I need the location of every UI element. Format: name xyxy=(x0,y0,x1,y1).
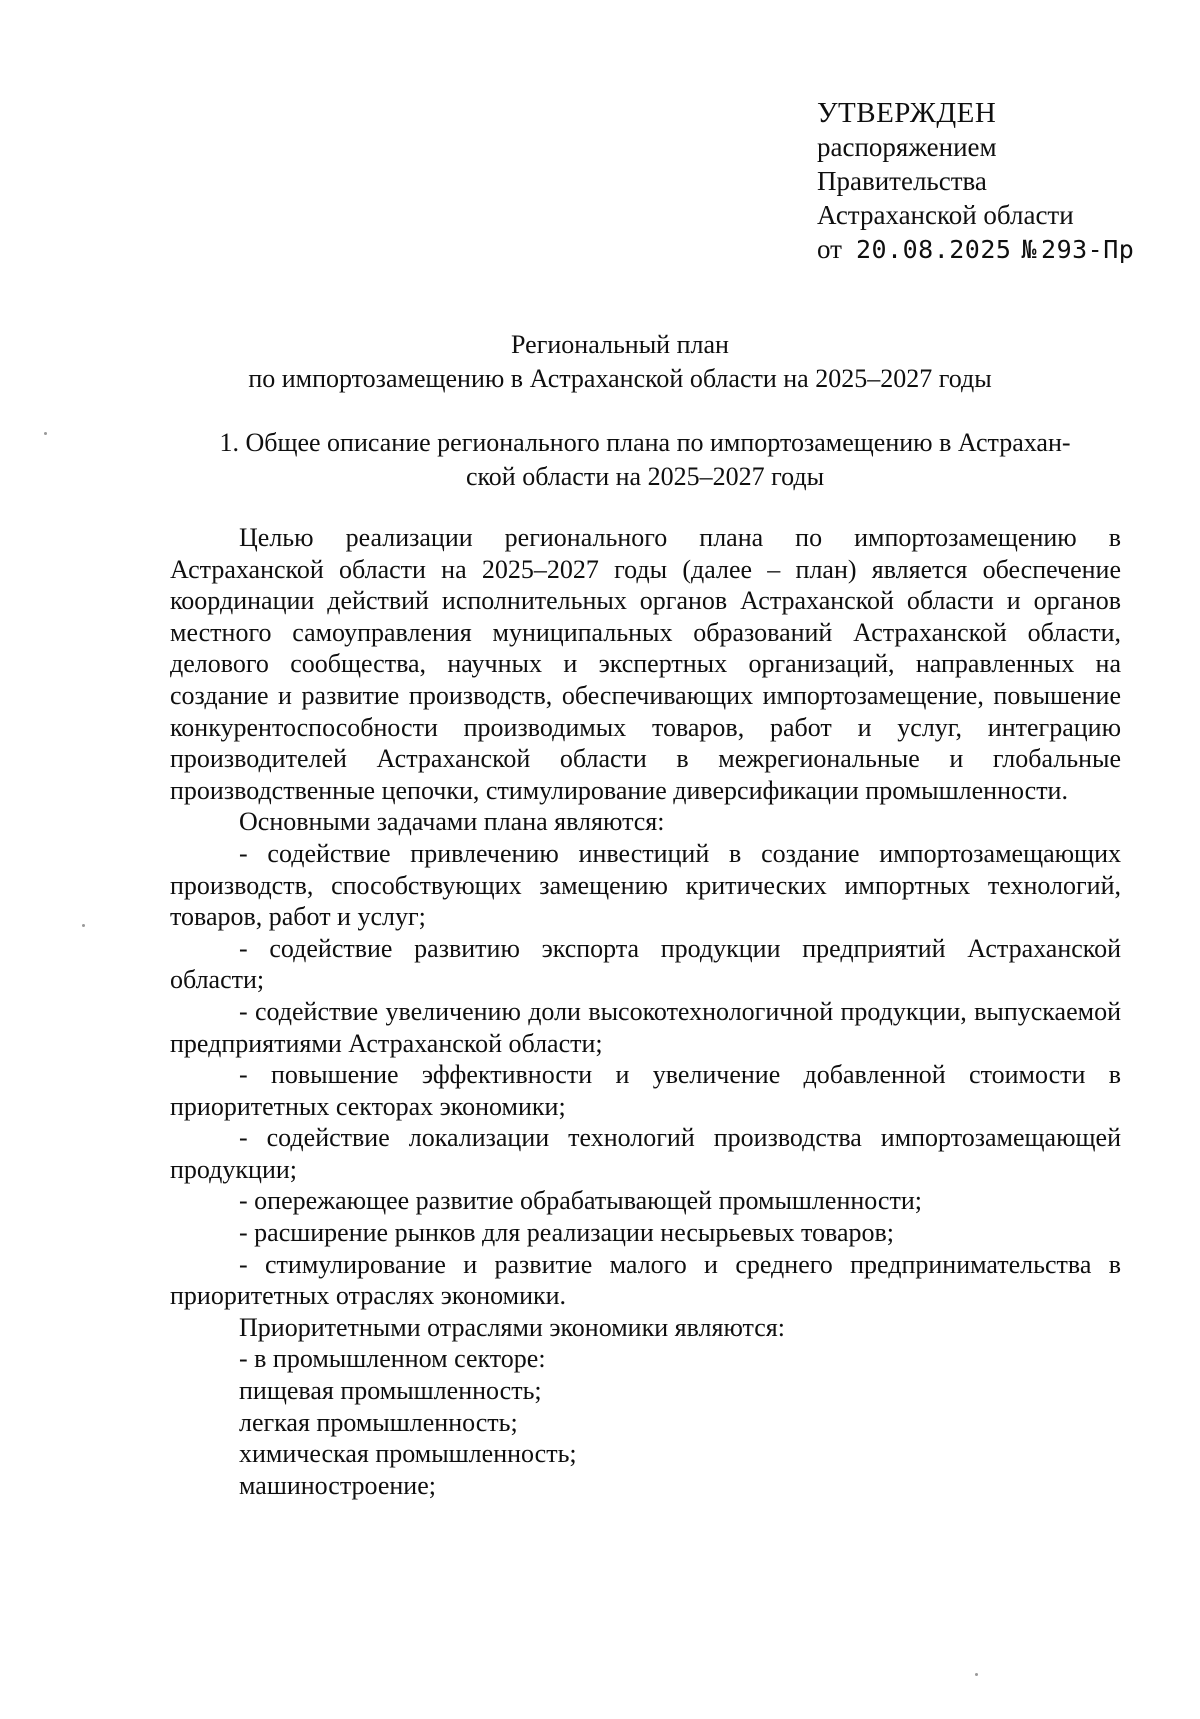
approval-date: 20.08.2025 xyxy=(855,235,1012,264)
sectors-intro: Приоритетными отраслями экономики являются: xyxy=(239,1312,785,1342)
task-item: - содействие развитию экспорта продукции предприятий Астраханской области; xyxy=(170,933,1121,995)
task-item: - опережающее развитие обрабатывающей промышленности; xyxy=(239,1186,922,1216)
task-item: - стимулирование и развитие малого и среднего предпринимательства в приоритетных отраслях экономики. xyxy=(170,1249,1121,1311)
industry-item: химическая промышленность; xyxy=(239,1439,577,1469)
section-heading-line-1: 1. Общее описание регионального плана по импортозамещению в Астрахан- xyxy=(219,428,1071,457)
scan-speck xyxy=(975,1673,978,1676)
section-1-body xyxy=(170,522,1121,1501)
tasks-intro: Основными задачами плана являются: xyxy=(239,807,665,837)
industry-item: легкая промышленность; xyxy=(239,1407,518,1437)
approval-date-line xyxy=(817,232,1134,267)
plan-title-line-1: Региональный план xyxy=(511,330,729,359)
purpose-paragraph: Целью реализации регионального плана по импортозамещению в Астраханской области на 2025–2027 годы (далее – план) является обеспечение координации действий исполнительных органов Астраханской области и органов местного самоуправления муниципальных образований Астраханской области, делового сообщества, научных и экспертных организаций, направленных на создание и развитие производств, обеспечивающих импортозамещение, повышение конкурентоспособности производимых товаров, работ и услуг, интеграцию производителей Астраханской области в межрегиональные и глобальные производственные цепочки, стимулирование диверсификации промышленности. xyxy=(170,523,1121,805)
approval-stamp xyxy=(817,96,1134,267)
scan-speck xyxy=(44,432,47,435)
task-item: - содействие увеличению доли высокотехнологичной продукции, выпускаемой предприятиями Астраханской области; xyxy=(170,996,1121,1058)
approval-number: 293-Пр xyxy=(1041,235,1135,264)
section-heading-line-2: ской области на 2025–2027 годы xyxy=(465,462,825,491)
plan-title xyxy=(170,328,1070,396)
industry-item: пищевая промышленность; xyxy=(239,1376,542,1406)
industrial-sector-label: - в промышленном секторе: xyxy=(239,1344,546,1374)
task-item: - содействие локализации технологий производства импортозамещающей продукции; xyxy=(170,1123,1121,1184)
section-1-heading xyxy=(170,426,1120,494)
task-item: - повышение эффективности и увеличение добавленной стоимости в приоритетных секторах экономики; xyxy=(170,1060,1121,1121)
plan-title-line-2: по импортозамещению в Астраханской области на 2025–2027 годы xyxy=(248,364,992,393)
scan-speck xyxy=(82,924,85,927)
approval-line-3: Астраханской области xyxy=(817,200,1074,230)
industry-item: машиностроение; xyxy=(239,1470,436,1500)
date-prefix: от xyxy=(817,234,842,264)
number-sign: № xyxy=(1021,235,1038,264)
approval-line-1: распоряжением xyxy=(817,132,997,162)
approval-line-2: Правительства xyxy=(817,166,987,196)
task-item: - содействие привлечению инвестиций в создание импортозамещающих производств, способствующих замещению критических импортных технологий, товаров, работ и услуг; xyxy=(170,838,1121,932)
task-item: - расширение рынков для реализации несырьевых товаров; xyxy=(239,1218,895,1248)
approval-heading: УТВЕРЖДЕН xyxy=(817,97,997,129)
